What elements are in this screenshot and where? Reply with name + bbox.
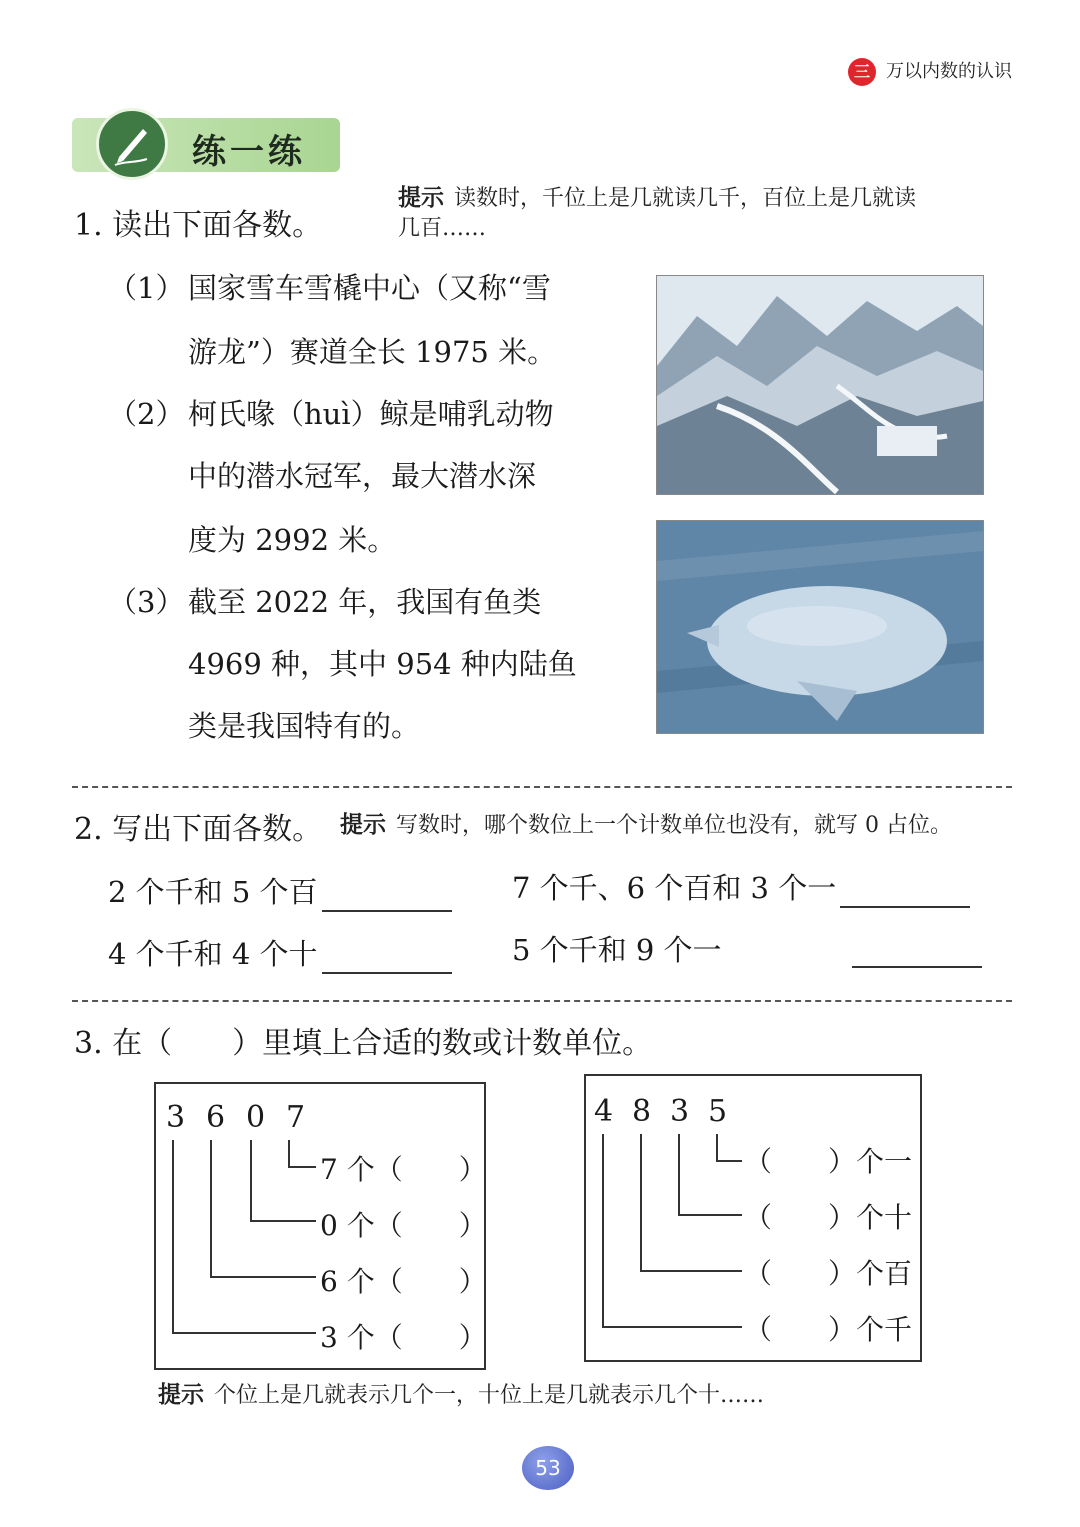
- q1-item3-num: （3）: [108, 585, 185, 619]
- chapter-badge: 三: [848, 58, 876, 86]
- q3-hint-label: 提示: [158, 1382, 204, 1408]
- snow-track-photo: [656, 275, 984, 495]
- q2-item-3: [108, 934, 452, 974]
- q1-hint-label: 提示: [398, 185, 444, 211]
- banner-title: 练一练: [192, 132, 306, 172]
- q3-left-label-3[interactable]: 6 个（ ）: [320, 1265, 487, 1298]
- q1-title: 1. 读出下面各数。: [74, 208, 323, 243]
- q3-left-digit-4: 7: [286, 1100, 306, 1135]
- q3-right-label-4[interactable]: （ ）个千: [744, 1313, 913, 1346]
- q3-hint-text: 个位上是几就表示几个一，十位上是几就表示几个十……: [214, 1383, 765, 1408]
- q3-right-branch-thousands: [602, 1326, 742, 1328]
- divider-1: [72, 786, 1012, 788]
- q3-right-label-2[interactable]: （ ）个十: [744, 1201, 913, 1234]
- chapter-title: 万以内数的认识: [886, 61, 1012, 82]
- q3-left-digit-2: 6: [206, 1100, 226, 1135]
- q3-left-branch-hundreds: [210, 1276, 316, 1278]
- q3-right-digit-3: 3: [670, 1094, 690, 1129]
- q2-item-2-text: 7 个千、6 个百和 3 个一: [512, 871, 837, 905]
- q3-left-label-1[interactable]: 7 个（ ）: [320, 1153, 487, 1186]
- q3-left-branch-tens: [250, 1220, 316, 1222]
- q2-item-1-text: 2 个千和 5 个百: [108, 875, 318, 909]
- q1-item2-line2: 中的潜水冠军，最大潜水深: [188, 459, 537, 493]
- q2-item-1: [108, 872, 452, 912]
- q1-item3-line3: 类是我国特有的。: [188, 709, 421, 743]
- q3-right-line-ones: [716, 1134, 718, 1160]
- q2-hint-label: 提示: [340, 812, 386, 838]
- q3-title: 3. 在（ ）里填上合适的数或计数单位。: [74, 1026, 653, 1061]
- pen-icon: [96, 108, 168, 180]
- q2-item-4: [512, 930, 722, 970]
- q2-answer-blank-1[interactable]: [322, 880, 452, 912]
- q3-right-line-hundreds: [640, 1134, 642, 1270]
- q2-answer-blank-4[interactable]: [852, 936, 982, 968]
- q2-item-3-text: 4 个千和 4 个十: [108, 937, 318, 971]
- q1-hint-line2: 几百……: [398, 216, 487, 241]
- q1-item1-line1: 国家雪车雪橇中心（又称“雪: [188, 271, 551, 305]
- whale-photo: [656, 520, 984, 734]
- q3-right-branch-tens: [678, 1214, 742, 1216]
- q3-left-line-hundreds: [210, 1140, 212, 1276]
- q1-item1-line2: 游龙”）赛道全长 1975 米。: [188, 335, 557, 369]
- q3-left-label-2[interactable]: 0 个（ ）: [320, 1209, 487, 1242]
- q3-right-digit-4: 5: [708, 1094, 728, 1129]
- q3-left-line-ones: [288, 1140, 290, 1166]
- q3-right-branch-hundreds: [640, 1270, 742, 1272]
- q3-right-branch-ones: [716, 1160, 742, 1162]
- q3-left-label-4[interactable]: 3 个（ ）: [320, 1321, 487, 1354]
- q3-left-digit-1: 3: [166, 1100, 186, 1135]
- q3-right-line-tens: [678, 1134, 680, 1214]
- q3-hint: [158, 1380, 764, 1411]
- q1-item1-num: （1）: [108, 271, 185, 305]
- q1-item2-line3: 度为 2992 米。: [188, 523, 397, 557]
- q2-title: 2. 写出下面各数。: [74, 812, 323, 847]
- q2-hint: [340, 810, 952, 841]
- q3-left-branch-thousands: [172, 1332, 316, 1334]
- q2-hint-text: 写数时，哪个数位上一个计数单位也没有，就写 0 占位。: [396, 813, 952, 838]
- q2-item-4-text: 5 个千和 9 个一: [512, 933, 722, 967]
- q3-left-line-thousands: [172, 1140, 174, 1332]
- divider-2: [72, 1000, 1012, 1002]
- q3-right-line-thousands: [602, 1134, 604, 1326]
- q2-item-2: [512, 868, 970, 908]
- q3-right-digit-1: 4: [594, 1094, 614, 1129]
- q1-item3-line1: 截至 2022 年，我国有鱼类: [188, 585, 542, 619]
- q3-right-label-3[interactable]: （ ）个百: [744, 1257, 913, 1290]
- q1-item2-line1: 柯氏喙（huì）鲸是哺乳动物: [188, 397, 554, 431]
- q3-right-label-1[interactable]: （ ）个一: [744, 1145, 913, 1178]
- q1-hint: [398, 183, 1013, 244]
- q1-item2-num: （2）: [108, 397, 185, 431]
- q1-hint-line1: 读数时，千位上是几就读几千，百位上是几就读: [454, 186, 917, 211]
- q3-left-line-tens: [250, 1140, 252, 1220]
- page-number: 53: [522, 1446, 574, 1490]
- q1-item3-line2: 4969 种，其中 954 种内陆鱼: [188, 647, 577, 681]
- q3-right-digit-2: 8: [632, 1094, 652, 1129]
- q2-answer-blank-3[interactable]: [322, 942, 452, 974]
- q3-left-digit-3: 0: [246, 1100, 266, 1135]
- q3-left-branch-ones: [288, 1166, 316, 1168]
- q2-answer-blank-2[interactable]: [840, 876, 970, 908]
